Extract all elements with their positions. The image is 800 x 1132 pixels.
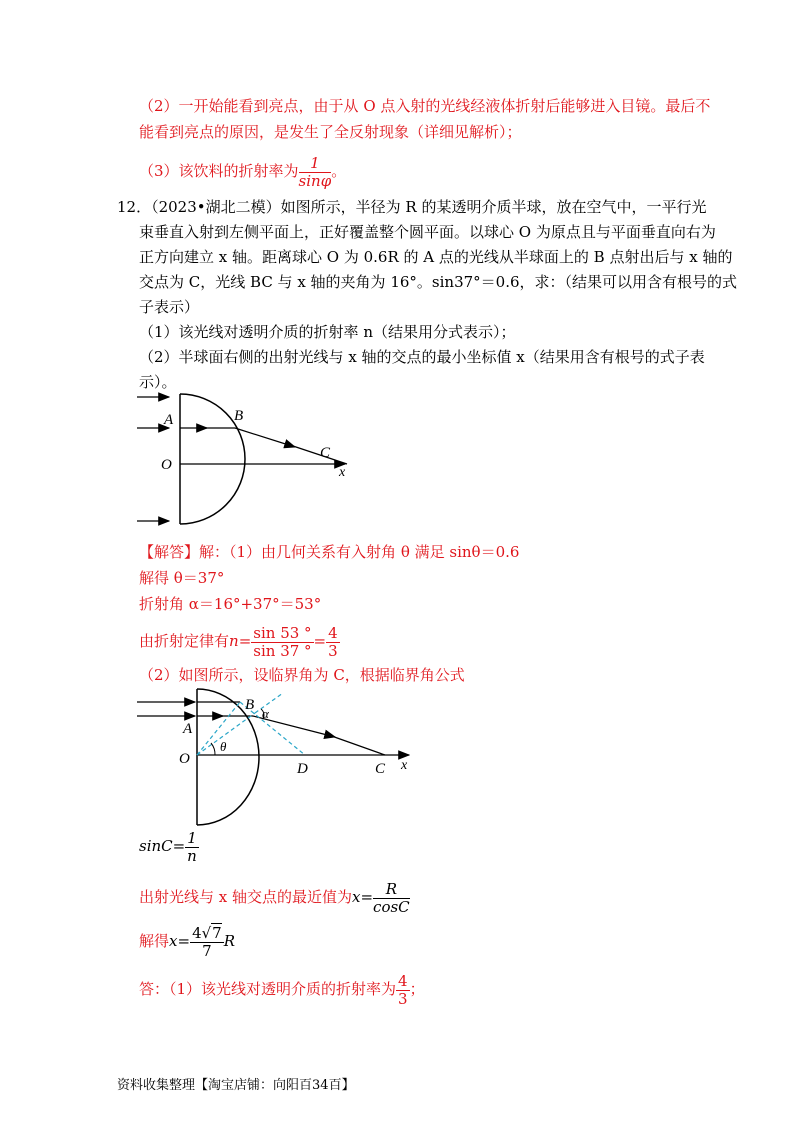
- result-root: 7: [212, 923, 222, 942]
- label-c: C: [375, 761, 386, 777]
- frac-denominator: 3: [398, 989, 408, 1008]
- label-a: A: [164, 412, 174, 428]
- figure-1-hemisphere-diagram: [135, 390, 365, 535]
- frac-numerator: 1: [299, 155, 332, 173]
- solution-line-3: 折射角 α＝16°+37°＝53°: [139, 595, 322, 613]
- problem-line-2: 束垂直入射到左侧平面上，正好覆盖整个圆平面。以球心 O 为原点且与平面垂直向右为: [139, 223, 716, 241]
- frac-denominator: sinφ: [298, 171, 332, 190]
- frac-denominator: cosC: [373, 897, 410, 916]
- answer-text: 答：（1）该光线对透明介质的折射率为: [139, 980, 397, 998]
- nearest-x-text: 出射光线与 x 轴交点的最近值为: [139, 888, 352, 906]
- page-footer: [117, 1074, 355, 1093]
- label-alpha: α: [262, 706, 269, 721]
- solution-line-5: （2）如图所示，设临界角为 C，根据临界角公式: [139, 666, 465, 684]
- solution-line-2: 解得 θ＝37°: [139, 569, 225, 587]
- solution-step-1: 解：（1）由几何关系有入射角 θ 满足 sinθ＝0.6: [199, 543, 520, 561]
- result-prefix: 解得: [139, 932, 170, 950]
- label-b: B: [245, 697, 255, 713]
- label-d: D: [297, 761, 308, 777]
- prev-answer-3-fraction: [299, 155, 332, 190]
- label-a: A: [183, 721, 193, 737]
- nearest-x-fraction: [373, 881, 410, 916]
- result-fraction: $\frac{4√7}{7}$: [192, 923, 222, 960]
- label-c: C: [320, 445, 331, 461]
- problem-line-5: 子表示）: [139, 298, 200, 316]
- result-x-formula: 解得x= $\frac{4√7}{7}$ R: [139, 923, 236, 960]
- problem-line-4: 交点为 C，光线 BC 与 x 轴的夹角为 16°。sin37°＝0.6，求：（结果可以用含有根号的式: [139, 273, 738, 291]
- sin-c-formula: sinC= $\frac{1}{n}$: [139, 828, 197, 865]
- nearest-x-formula: 出射光线与 x 轴交点的最近值为x= $\frac{R}{\cos C}$: [139, 879, 410, 916]
- prev-answer-2-line2: 能看到亮点的原因，是发生了全反射现象（详细见解析）；: [139, 123, 522, 141]
- frac-denominator: sin 37 °: [253, 641, 312, 660]
- label-x: x: [401, 758, 408, 773]
- label-o: O: [179, 751, 190, 767]
- frac-numerator: 4: [328, 623, 338, 642]
- solution-header: 【解答】: [139, 543, 200, 561]
- problem-question-1: （1）该光线对透明介质的折射率 n（结果用分式表示）；: [139, 323, 516, 341]
- label-theta: θ: [220, 739, 227, 754]
- nearest-x-var: x: [352, 888, 361, 906]
- solution-line-1: [139, 542, 519, 562]
- problem-line-3: 正方向建立 x 轴。距离球心 O 为 0.6R 的 A 点的光线从半球面上的 B 点射出后与 x 轴的: [139, 248, 733, 266]
- footer-left: 资料收集整理【淘宝店铺：向阳百: [117, 1078, 313, 1093]
- sin-c-lhs: sinC: [139, 837, 173, 855]
- prev-answer-3-suffix: 。: [331, 162, 347, 180]
- figure-2-critical-angle-diagram: [135, 685, 415, 835]
- result-r: R: [223, 932, 236, 950]
- frac-denominator: 3: [328, 641, 338, 660]
- sin-c-fraction: [185, 830, 199, 865]
- page-number: 34: [312, 1078, 329, 1093]
- frac-numerator: 4: [398, 971, 408, 990]
- frac-denominator: n: [187, 846, 197, 865]
- problem-question-2: （2）半球面右侧的出射光线与 x 轴的交点的最小坐标值 x（结果用含有根号的式子表: [139, 348, 705, 366]
- answer-line-1: [139, 968, 425, 1010]
- frac-numerator: R: [373, 881, 410, 899]
- prev-answer-3: [139, 150, 346, 192]
- refraction-n: n: [229, 632, 239, 650]
- result-x-var: x: [169, 932, 178, 950]
- frac-numerator: 1: [187, 828, 197, 847]
- footer-right: 百】: [328, 1078, 355, 1093]
- refraction-fraction-1: [251, 625, 313, 660]
- refraction-law-text: 由折射定律有: [139, 632, 230, 650]
- label-x: x: [339, 465, 346, 480]
- problem-question-2-cont: 示）。: [139, 373, 177, 391]
- answer-fraction: [396, 973, 410, 1008]
- frac-denominator: 7: [202, 941, 212, 960]
- ray-b-to-c: [333, 737, 385, 756]
- solution-line-4: 由折射定律有n= $\frac{\sin 53 ^\circ}{\sin 37 ^\circ}$ = $\frac{4}{3}$: [139, 623, 338, 660]
- refraction-fraction-2: [326, 625, 340, 660]
- answer-suffix: ；: [409, 980, 425, 998]
- label-b: B: [234, 408, 244, 424]
- prev-answer-2-line1: （2）一开始能看到亮点，由于从 O 点入射的光线经液体折射后能够进入目镜。最后不: [139, 97, 711, 115]
- prev-answer-3-prefix: （3）该饮料的折射率为: [139, 162, 299, 180]
- normal-extension-dashed: [255, 693, 283, 713]
- problem-line-1: 12．（2023•湖北二模）如图所示，半径为 R 的某透明介质半球，放在空气中，一平行光: [117, 198, 707, 216]
- label-o: O: [161, 457, 172, 473]
- frac-numerator: sin 53 °: [253, 623, 312, 642]
- result-coef: 4: [192, 923, 202, 942]
